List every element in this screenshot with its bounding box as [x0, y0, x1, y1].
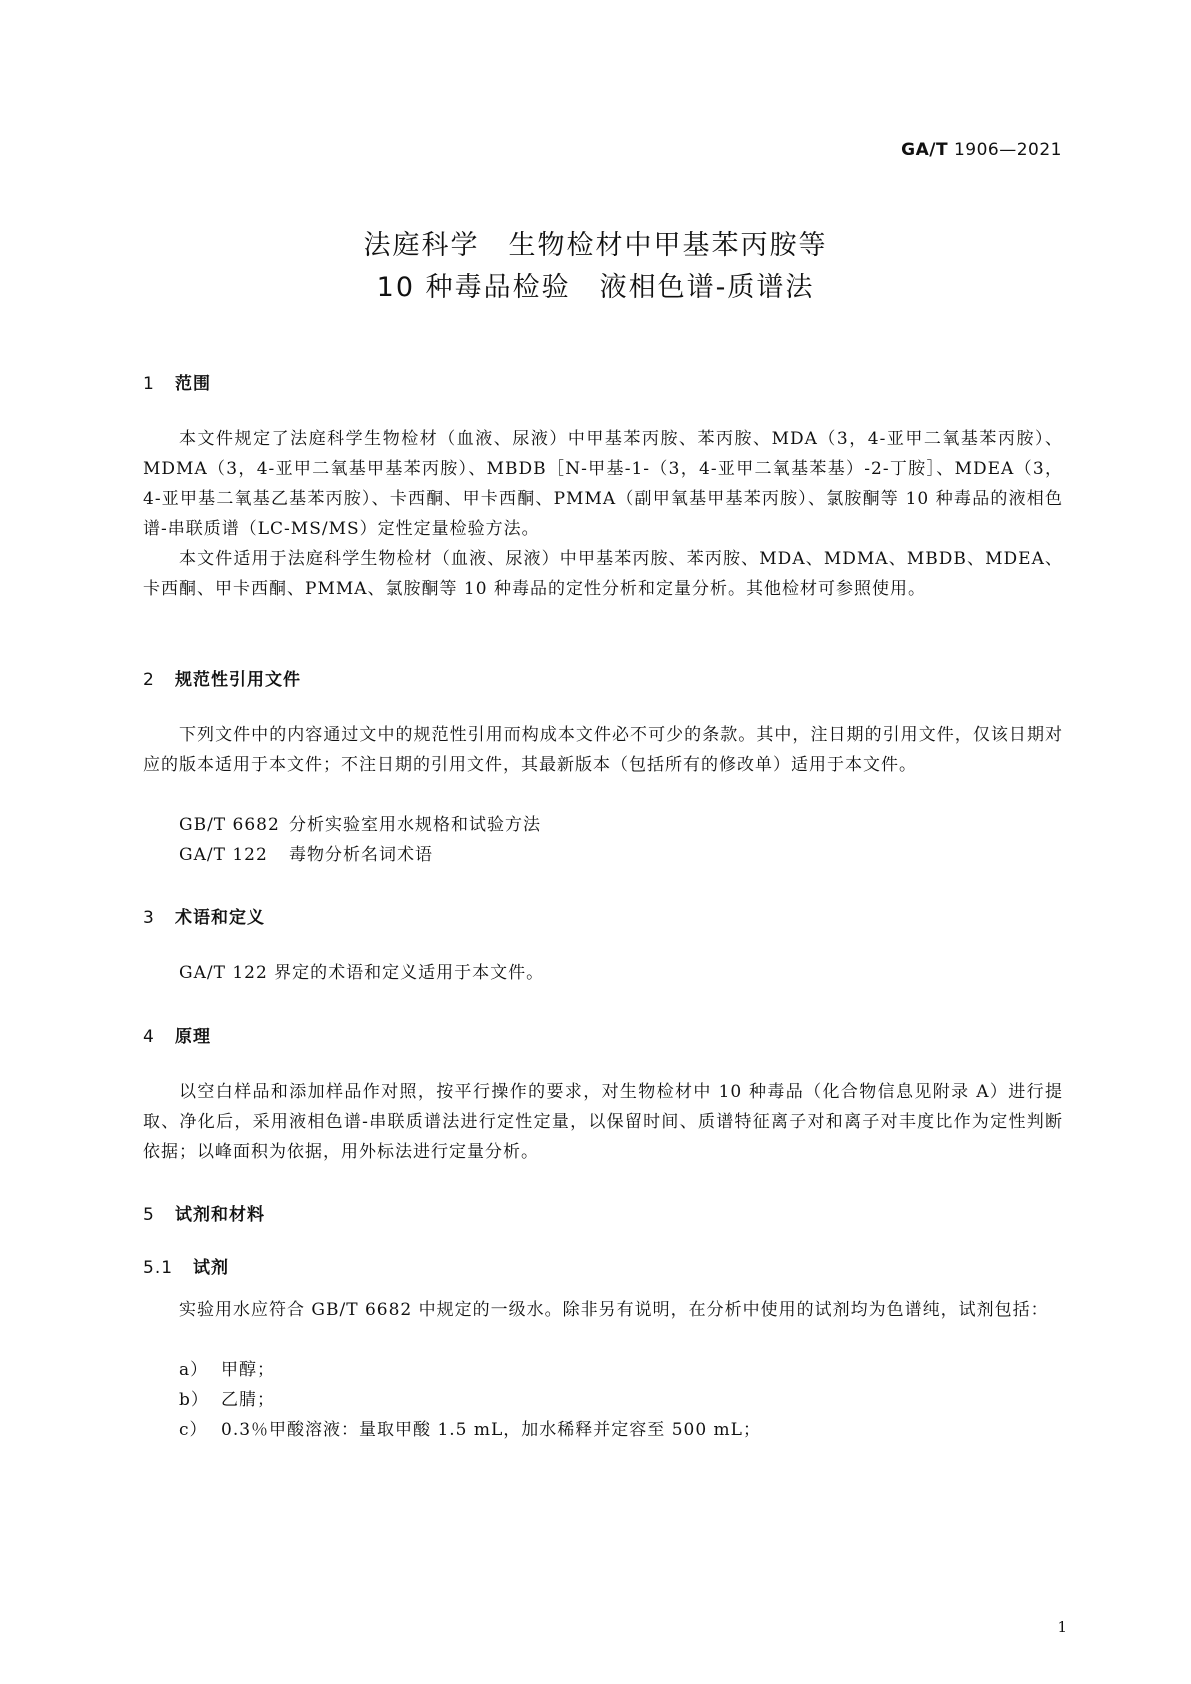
list-text: 乙腈； — [221, 1390, 275, 1410]
reference-title: 分析实验室用水规格和试验方法 — [289, 815, 541, 835]
reference-code: GA/T 122 — [179, 845, 268, 865]
section-title: 范围 — [175, 374, 211, 394]
section-1-paragraph-2: 本文件适用于法庭科学生物检材（血液、尿液）中甲基苯丙胺、苯丙胺、MDA、MDMA、MBDB、MDEA、卡西酮、甲卡西酮、PMMA、氯胺酮等 10 种毒品的定性分析和定量分析。其他检材可参照使用。 — [143, 549, 1063, 599]
list-marker: c） — [179, 1420, 208, 1440]
section-title: 原理 — [175, 1027, 211, 1047]
list-text: 甲醇； — [221, 1360, 275, 1380]
normative-reference — [179, 840, 433, 870]
list-item — [179, 1355, 275, 1385]
section-3-paragraph-1: GA/T 122 界定的术语和定义适用于本文件。 — [179, 963, 545, 983]
section-2-paragraph-1: 下列文件中的内容通过文中的规范性引用而构成本文件必不可少的条款。其中，注日期的引用文件，仅该日期对应的版本适用于本文件；不注日期的引用文件，其最新版本（包括所有的修改单）适用于本文件。 — [143, 725, 1063, 775]
list-text: 0.3％甲酸溶液：量取甲酸 1.5 mL，加水稀释并定容至 500 mL； — [221, 1420, 761, 1440]
page-number: 1 — [1057, 1618, 1067, 1636]
section-title: 试剂和材料 — [175, 1205, 265, 1225]
list-item — [179, 1385, 275, 1415]
reference-title: 毒物分析名词术语 — [289, 845, 433, 865]
reference-code: GB/T 6682 — [179, 815, 280, 835]
section-number: 3 — [143, 908, 155, 928]
standard-number — [901, 140, 1062, 160]
section-number: 4 — [143, 1027, 155, 1047]
section-number: 2 — [143, 670, 155, 690]
subsection-number: 5.1 — [143, 1258, 174, 1278]
section-number: 1 — [143, 374, 155, 394]
normative-reference — [179, 810, 541, 840]
section-title: 术语和定义 — [175, 908, 265, 928]
section-5-heading — [143, 1200, 265, 1225]
section-1-heading — [143, 369, 211, 394]
section-4-heading — [143, 1022, 211, 1047]
document-title-line-1: 法庭科学 生物检材中甲基苯丙胺等 — [363, 230, 828, 261]
standard-code: 1906—2021 — [953, 140, 1062, 160]
list-marker: b） — [179, 1390, 209, 1410]
standard-prefix: GA/T — [901, 140, 949, 160]
section-4-paragraph-1: 以空白样品和添加样品作对照，按平行操作的要求，对生物检材中 10 种毒品（化合物信息见附录 A）进行提取、净化后，采用液相色谱-串联质谱法进行定性定量，以保留时间、质谱特征离子对和离子对丰度比作为定性判断依据；以峰面积为依据，用外标法进行定量分析。 — [143, 1082, 1063, 1162]
subsection-5-1-paragraph-1: 实验用水应符合 GB/T 6682 中规定的一级水。除非另有说明，在分析中使用的试剂均为色谱纯，试剂包括： — [179, 1300, 1049, 1320]
section-3-heading — [143, 903, 265, 928]
section-number: 5 — [143, 1205, 155, 1225]
subsection-5-1-heading — [143, 1253, 229, 1278]
section-1-paragraph-1: 本文件规定了法庭科学生物检材（血液、尿液）中甲基苯丙胺、苯丙胺、MDA（3，4-亚甲二氧基苯丙胺）、MDMA（3，4-亚甲二氧基甲基苯丙胺）、MBDB［N-甲基-1-（3，4-亚甲二氧基苯基）-2-丁胺］、MDEA（3，4-亚甲基二氧基乙基苯丙胺）、卡西酮、甲卡西酮、PMMA（副甲氧基甲基苯丙胺）、氯胺酮等 10 种毒品的液相色谱-串联质谱（LC-MS/MS）定性定量检验方法。 — [143, 429, 1063, 539]
list-marker: a） — [179, 1360, 209, 1380]
subsection-title: 试剂 — [193, 1258, 229, 1278]
section-title: 规范性引用文件 — [175, 670, 301, 690]
document-title-line-2: 10 种毒品检验 液相色谱-质谱法 — [376, 272, 815, 303]
section-2-heading — [143, 665, 301, 690]
list-item — [179, 1415, 761, 1445]
